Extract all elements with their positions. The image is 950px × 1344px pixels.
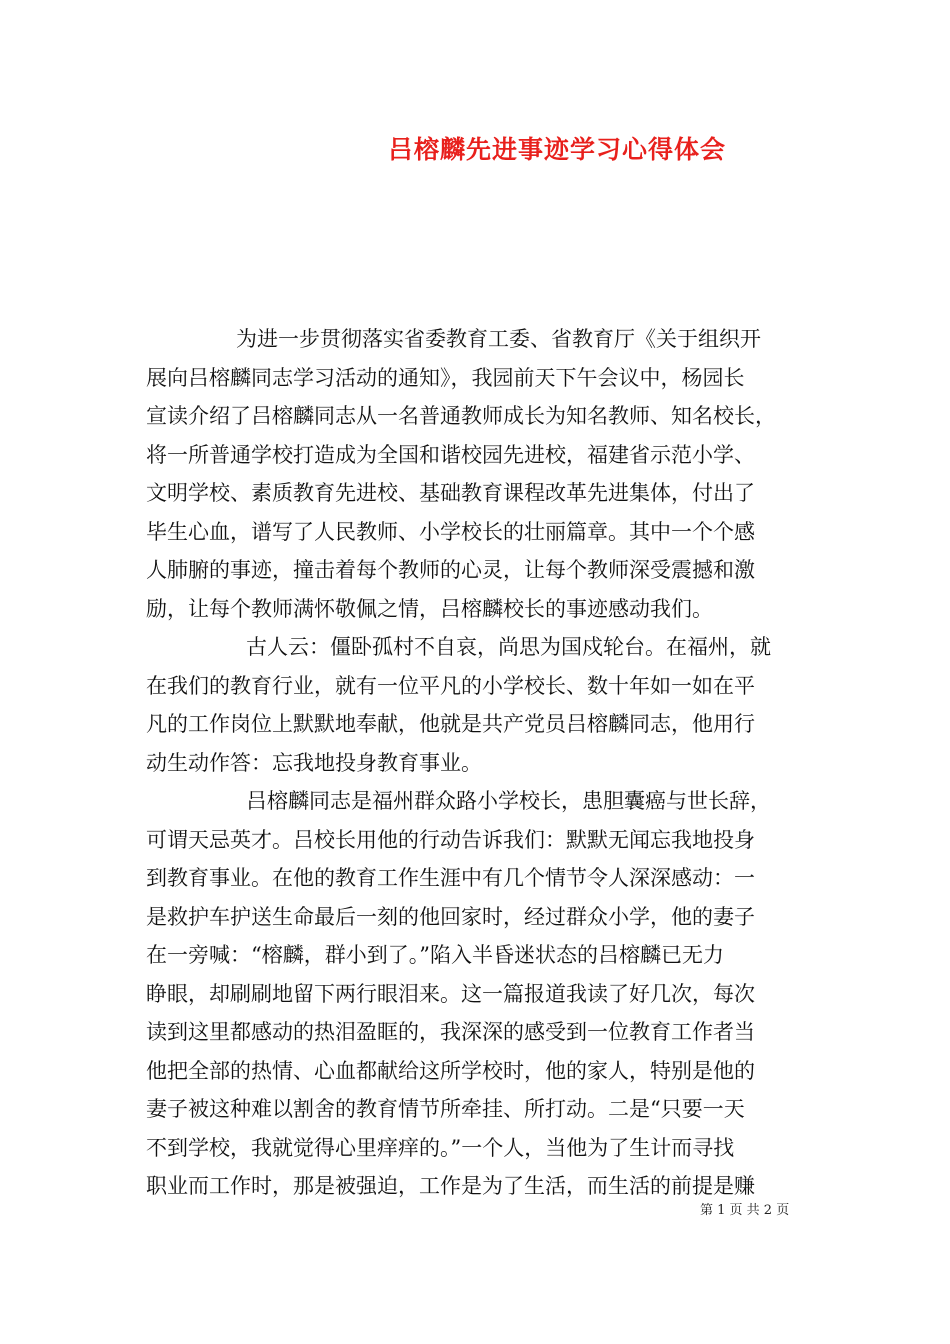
paragraph-1 <box>146 320 816 628</box>
text-line: 古人云：僵卧孤村不自哀，尚思为国戍轮台。在福州，就 <box>246 635 771 659</box>
text-line: 可谓天忌英才。吕校长用他的行动告诉我们：默默无闻忘我地投身 <box>146 827 755 852</box>
text-line: 在一旁喊：“榕麟，群小到了。”陷入半昏迷状态的吕榕麟已无力 <box>146 943 724 967</box>
text-line: 是救护车护送生命最后一刻的他回家时，经过群众小学，他的妻子 <box>146 904 755 929</box>
text-line: 妻子被这种难以割舍的教育情节所牵挂、所打动。二是“只要一天 <box>146 1097 745 1121</box>
text-line: 在我们的教育行业，就有一位平凡的小学校长、数十年如一如在平 <box>146 673 755 698</box>
text-line: 励，让每个教师满怀敬佩之情，吕榕麟校长的事迹感动我们。 <box>146 596 713 621</box>
paragraph-3 <box>146 782 816 1206</box>
text-line: 动生动作答：忘我地投身教育事业。 <box>146 750 482 775</box>
text-line: 为进一步贯彻落实省委教育工委、省教育厅《关于组织开 <box>236 327 761 351</box>
text-line: 不到学校，我就觉得心里痒痒的。”一个人，当他为了生计而寻找 <box>146 1135 735 1160</box>
paragraph-2 <box>146 628 816 782</box>
text-line: 宣读介绍了吕榕麟同志从一名普通教师成长为知名教师、知名校长， <box>146 404 776 428</box>
text-line: 读到这里都感动的热泪盈眶的，我深深的感受到一位教育工作者当 <box>146 1020 755 1044</box>
page-number-footer: 第 1 页 共 2 页 <box>700 1203 790 1218</box>
text-line: 凡的工作岗位上默默地奉献，他就是共产党员吕榕麟同志，他用行 <box>146 712 755 736</box>
text-line: 睁眼，却刷刷地留下两行眼泪来。这一篇报道我读了好几次，每次 <box>146 981 755 1006</box>
document-title: 吕榕麟先进事迹学习心得体会 <box>387 135 726 164</box>
document-body <box>146 320 816 1206</box>
text-line: 毕生心血，谱写了人民教师、小学校长的壮丽篇章。其中一个个感 <box>146 519 755 544</box>
text-line: 到教育事业。在他的教育工作生涯中有几个情节令人深深感动：一 <box>146 866 755 890</box>
text-line: 文明学校、素质教育先进校、基础教育课程改革先进集体，付出了 <box>146 481 755 505</box>
text-line: 展向吕榕麟同志学习活动的通知》，我园前天下午会议中，杨园长 <box>146 365 745 390</box>
text-line: 人肺腑的事迹，撞击着每个教师的心灵，让每个教师深受震撼和激 <box>146 558 755 582</box>
text-line: 吕榕麟同志是福州群众路小学校长，患胆囊癌与世长辞， <box>246 789 771 813</box>
text-line: 他把全部的热情、心血都献给这所学校时，他的家人，特别是他的 <box>146 1058 755 1083</box>
text-line: 将一所普通学校打造成为全国和谐校园先进校，福建省示范小学、 <box>146 442 755 467</box>
text-line: 职业而工作时，那是被强迫，工作是为了生活，而生活的前提是赚 <box>146 1174 755 1198</box>
